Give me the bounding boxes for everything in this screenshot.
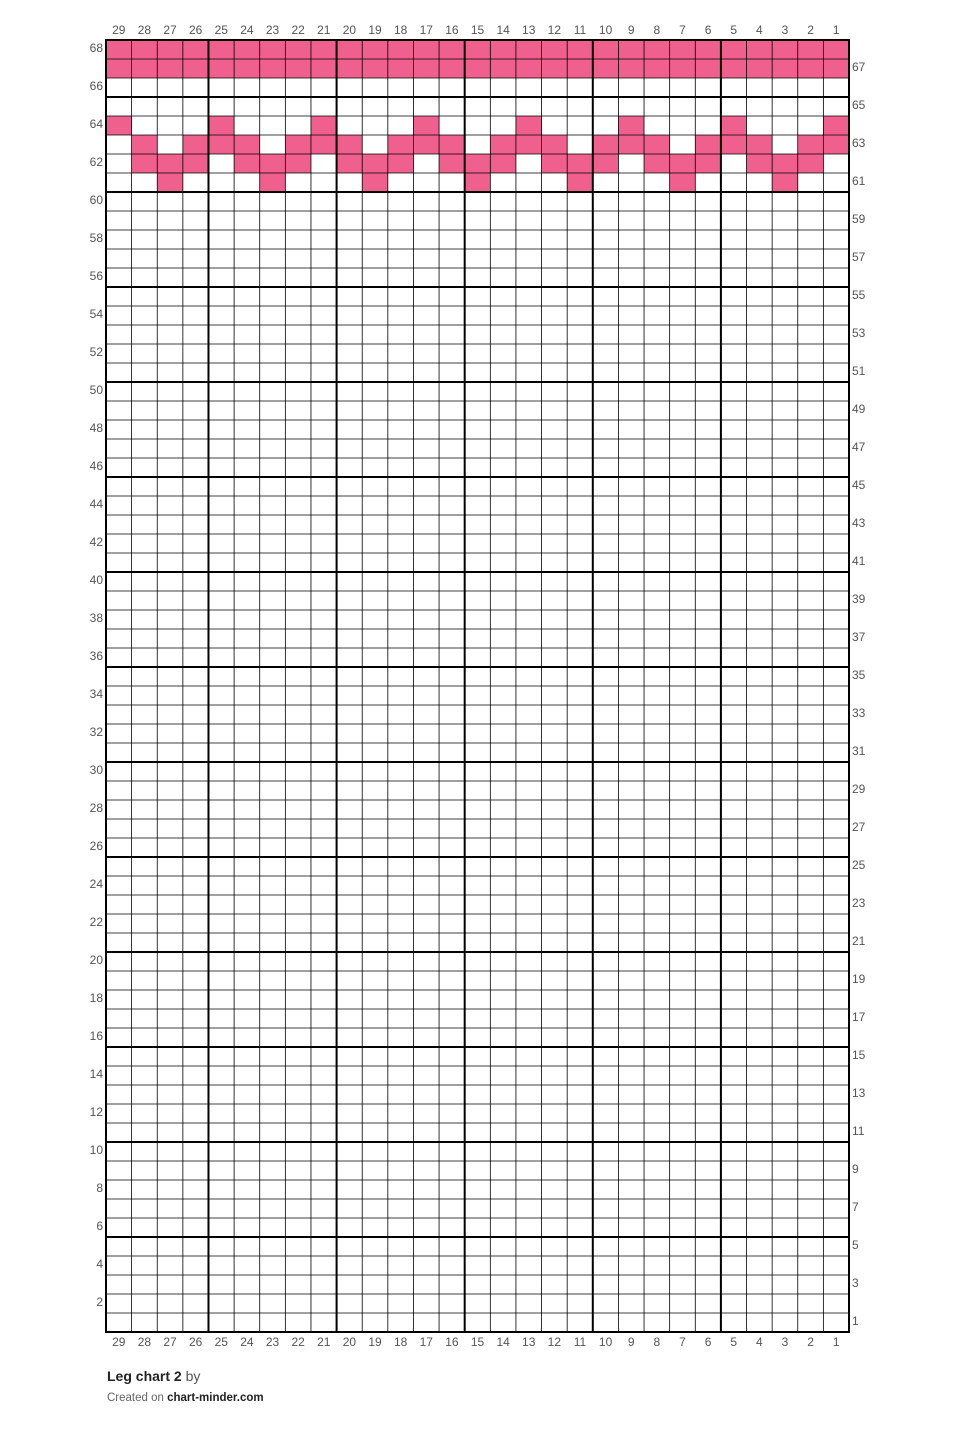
row-label-right: 17 bbox=[852, 1010, 866, 1024]
column-label-top: 17 bbox=[419, 23, 433, 37]
stitch-cell-row-61-col-27 bbox=[157, 173, 183, 192]
stitch-cell-row-63-col-6 bbox=[695, 135, 721, 154]
column-label-bottom: 25 bbox=[214, 1335, 228, 1349]
stitch-cell-row-62-col-15 bbox=[465, 154, 491, 173]
stitch-cell-row-68-col-29 bbox=[106, 40, 132, 59]
column-label-bottom: 14 bbox=[496, 1335, 510, 1349]
stitch-cell-row-63-col-28 bbox=[132, 135, 158, 154]
column-label-top: 21 bbox=[317, 23, 331, 37]
column-label-top: 15 bbox=[470, 23, 485, 37]
stitch-cell-row-63-col-25 bbox=[208, 135, 234, 154]
stitch-cell-row-63-col-17 bbox=[413, 135, 439, 154]
row-label-left: 18 bbox=[89, 991, 103, 1005]
row-label-right: 19 bbox=[852, 972, 866, 986]
stitch-cell-row-62-col-22 bbox=[285, 154, 311, 173]
stitch-cell-row-67-col-3 bbox=[772, 59, 798, 78]
row-label-right: 43 bbox=[852, 516, 866, 530]
stitch-cell-row-67-col-20 bbox=[337, 59, 363, 78]
stitch-cell-row-67-col-21 bbox=[311, 59, 337, 78]
row-label-right: 45 bbox=[852, 478, 866, 492]
stitch-cell-row-62-col-3 bbox=[772, 154, 798, 173]
row-label-right: 5 bbox=[852, 1238, 859, 1252]
row-label-left: 60 bbox=[89, 193, 103, 207]
stitch-cell-row-68-col-11 bbox=[567, 40, 593, 59]
stitch-cell-row-61-col-19 bbox=[362, 173, 388, 192]
column-label-bottom: 26 bbox=[188, 1335, 203, 1349]
site-link[interactable]: chart-minder.com bbox=[167, 1392, 264, 1404]
row-label-right: 49 bbox=[852, 402, 866, 416]
column-label-bottom: 20 bbox=[342, 1335, 357, 1349]
row-label-left: 8 bbox=[96, 1181, 103, 1195]
stitch-cell-row-68-col-4 bbox=[747, 40, 773, 59]
stitch-cell-row-63-col-16 bbox=[439, 135, 465, 154]
row-label-left: 66 bbox=[89, 79, 103, 93]
stitch-cell-row-63-col-26 bbox=[183, 135, 209, 154]
row-label-right: 65 bbox=[852, 98, 866, 112]
row-label-right: 31 bbox=[852, 744, 866, 758]
column-label-top: 27 bbox=[163, 23, 177, 37]
row-label-right: 47 bbox=[852, 440, 866, 454]
stitch-cell-row-63-col-21 bbox=[311, 135, 337, 154]
stitch-cell-row-68-col-26 bbox=[183, 40, 209, 59]
row-label-right: 53 bbox=[852, 326, 866, 340]
row-label-right: 1 bbox=[852, 1314, 859, 1328]
stitch-cell-row-63-col-4 bbox=[747, 135, 773, 154]
created-on-label: Created on bbox=[107, 1392, 164, 1404]
row-label-left: 52 bbox=[89, 345, 103, 359]
row-label-left: 34 bbox=[89, 687, 103, 701]
row-label-left: 42 bbox=[89, 535, 103, 549]
row-label-left: 26 bbox=[89, 839, 103, 853]
row-label-left: 32 bbox=[89, 725, 103, 739]
column-label-bottom: 23 bbox=[265, 1335, 280, 1349]
row-label-left: 16 bbox=[89, 1029, 103, 1043]
row-label-right: 3 bbox=[852, 1276, 859, 1290]
stitch-cell-row-62-col-28 bbox=[132, 154, 158, 173]
stitch-cell-row-64-col-21 bbox=[311, 116, 337, 135]
column-label-top: 22 bbox=[291, 23, 305, 37]
stitch-cell-row-68-col-2 bbox=[798, 40, 824, 59]
column-label-top: 13 bbox=[522, 23, 536, 37]
column-label-bottom: 28 bbox=[137, 1335, 152, 1349]
row-label-right: 41 bbox=[852, 554, 866, 568]
column-label-bottom: 24 bbox=[240, 1335, 254, 1349]
column-label-bottom: 17 bbox=[419, 1335, 433, 1349]
stitch-cell-row-64-col-5 bbox=[721, 116, 747, 135]
row-label-right: 39 bbox=[852, 592, 866, 606]
row-label-left: 12 bbox=[89, 1105, 103, 1119]
row-label-left: 22 bbox=[89, 915, 103, 929]
stitch-cell-row-61-col-3 bbox=[772, 173, 798, 192]
column-label-bottom: 27 bbox=[163, 1335, 177, 1349]
column-label-top: 24 bbox=[240, 23, 254, 37]
stitch-cell-row-68-col-19 bbox=[362, 40, 388, 59]
stitch-cell-row-67-col-28 bbox=[132, 59, 158, 78]
column-label-top: 3 bbox=[781, 23, 789, 37]
column-label-top: 28 bbox=[137, 23, 152, 37]
row-label-right: 9 bbox=[852, 1162, 859, 1176]
column-label-bottom: 16 bbox=[445, 1335, 459, 1349]
chart-title: Leg chart 2 bbox=[107, 1368, 182, 1384]
row-label-right: 67 bbox=[852, 60, 866, 74]
column-label-bottom: 18 bbox=[393, 1335, 408, 1349]
row-label-left: 6 bbox=[96, 1219, 103, 1233]
row-label-left: 20 bbox=[89, 953, 103, 967]
row-label-left: 24 bbox=[89, 877, 103, 891]
column-label-top: 9 bbox=[627, 23, 635, 37]
stitch-cell-row-68-col-7 bbox=[670, 40, 696, 59]
row-label-right: 55 bbox=[852, 288, 866, 302]
stitch-cell-row-67-col-12 bbox=[542, 59, 568, 78]
chart-title-line bbox=[107, 1368, 264, 1384]
row-label-right: 51 bbox=[852, 364, 866, 378]
stitch-cell-row-62-col-27 bbox=[157, 154, 183, 173]
row-label-left: 68 bbox=[89, 41, 103, 55]
column-label-top: 16 bbox=[445, 23, 459, 37]
row-label-left: 28 bbox=[89, 801, 103, 815]
stitch-cell-row-67-col-16 bbox=[439, 59, 465, 78]
row-label-right: 37 bbox=[852, 630, 866, 644]
stitch-cell-row-67-col-2 bbox=[798, 59, 824, 78]
stitch-cell-row-68-col-13 bbox=[516, 40, 542, 59]
column-label-bottom: 5 bbox=[730, 1335, 738, 1349]
by-label: by bbox=[185, 1368, 201, 1384]
column-label-top: 2 bbox=[807, 23, 814, 37]
chart-footer bbox=[107, 1368, 264, 1404]
row-label-right: 11 bbox=[852, 1124, 865, 1138]
stitch-cell-row-68-col-6 bbox=[695, 40, 721, 59]
stitch-cell-row-62-col-7 bbox=[670, 154, 696, 173]
stitch-cell-row-67-col-6 bbox=[695, 59, 721, 78]
column-label-bottom: 9 bbox=[627, 1335, 635, 1349]
stitch-cell-row-63-col-22 bbox=[285, 135, 311, 154]
row-label-left: 54 bbox=[89, 307, 103, 321]
stitch-cell-row-63-col-13 bbox=[516, 135, 542, 154]
stitch-cell-row-68-col-17 bbox=[413, 40, 439, 59]
stitch-cell-row-67-col-25 bbox=[208, 59, 234, 78]
column-label-bottom: 29 bbox=[112, 1335, 126, 1349]
stitch-cell-row-63-col-5 bbox=[721, 135, 747, 154]
column-label-top: 26 bbox=[188, 23, 203, 37]
stitch-cell-row-68-col-1 bbox=[823, 40, 849, 59]
stitch-cell-row-61-col-23 bbox=[260, 173, 286, 192]
column-label-top: 5 bbox=[730, 23, 738, 37]
column-label-bottom: 13 bbox=[522, 1335, 536, 1349]
column-label-bottom: 11 bbox=[573, 1335, 587, 1349]
stitch-cell-row-67-col-4 bbox=[747, 59, 773, 78]
stitch-cell-row-62-col-8 bbox=[644, 154, 670, 173]
row-label-left: 56 bbox=[89, 269, 103, 283]
stitch-cell-row-63-col-1 bbox=[823, 135, 849, 154]
column-label-bottom: 19 bbox=[368, 1335, 382, 1349]
row-label-left: 4 bbox=[96, 1257, 103, 1271]
stitch-cell-row-68-col-23 bbox=[260, 40, 286, 59]
column-label-top: 8 bbox=[653, 23, 661, 37]
row-label-left: 48 bbox=[89, 421, 103, 435]
row-label-left: 50 bbox=[89, 383, 103, 397]
row-label-right: 13 bbox=[852, 1086, 866, 1100]
stitch-cell-row-68-col-3 bbox=[772, 40, 798, 59]
stitch-cell-row-68-col-10 bbox=[593, 40, 619, 59]
stitch-cell-row-67-col-22 bbox=[285, 59, 311, 78]
stitch-cell-row-63-col-10 bbox=[593, 135, 619, 154]
stitch-cell-row-61-col-7 bbox=[670, 173, 696, 192]
stitch-cell-row-62-col-6 bbox=[695, 154, 721, 173]
stitch-cell-row-61-col-11 bbox=[567, 173, 593, 192]
stitch-cell-row-62-col-12 bbox=[542, 154, 568, 173]
stitch-cell-row-68-col-14 bbox=[490, 40, 516, 59]
column-label-bottom: 22 bbox=[291, 1335, 305, 1349]
stitch-cell-row-68-col-27 bbox=[157, 40, 183, 59]
column-label-top: 12 bbox=[547, 23, 562, 37]
stitch-cell-row-62-col-20 bbox=[337, 154, 363, 173]
column-label-bottom: 21 bbox=[317, 1335, 331, 1349]
stitch-cell-row-63-col-12 bbox=[542, 135, 568, 154]
stitch-cell-row-62-col-18 bbox=[388, 154, 414, 173]
stitch-cell-row-63-col-14 bbox=[490, 135, 516, 154]
row-label-left: 30 bbox=[89, 763, 103, 777]
stitch-cell-row-62-col-24 bbox=[234, 154, 260, 173]
column-label-bottom: 6 bbox=[704, 1335, 712, 1349]
stitch-cell-row-68-col-20 bbox=[337, 40, 363, 59]
stitch-cell-row-67-col-15 bbox=[465, 59, 491, 78]
row-label-left: 14 bbox=[89, 1067, 103, 1081]
row-label-right: 35 bbox=[852, 668, 866, 682]
stitch-cell-row-67-col-7 bbox=[670, 59, 696, 78]
column-label-top: 19 bbox=[368, 23, 382, 37]
credit-line bbox=[107, 1392, 264, 1404]
stitch-cell-row-62-col-11 bbox=[567, 154, 593, 173]
row-label-left: 36 bbox=[89, 649, 103, 663]
stitch-cell-row-67-col-9 bbox=[618, 59, 644, 78]
column-label-top: 11 bbox=[573, 23, 587, 37]
stitch-cell-row-63-col-18 bbox=[388, 135, 414, 154]
stitch-cell-row-68-col-5 bbox=[721, 40, 747, 59]
stitch-cell-row-62-col-19 bbox=[362, 154, 388, 173]
row-label-right: 33 bbox=[852, 706, 866, 720]
stitch-cell-row-63-col-2 bbox=[798, 135, 824, 154]
stitch-cell-row-62-col-4 bbox=[747, 154, 773, 173]
column-label-top: 18 bbox=[393, 23, 408, 37]
column-label-bottom: 1 bbox=[832, 1335, 840, 1349]
stitch-cell-row-67-col-29 bbox=[106, 59, 132, 78]
row-label-right: 29 bbox=[852, 782, 866, 796]
stitch-cell-row-68-col-21 bbox=[311, 40, 337, 59]
row-label-left: 2 bbox=[96, 1295, 103, 1309]
stitch-cell-row-67-col-27 bbox=[157, 59, 183, 78]
row-label-right: 23 bbox=[852, 896, 866, 910]
column-label-bottom: 8 bbox=[653, 1335, 661, 1349]
stitch-cell-row-68-col-12 bbox=[542, 40, 568, 59]
row-label-left: 64 bbox=[89, 117, 103, 131]
stitch-cell-row-68-col-24 bbox=[234, 40, 260, 59]
row-label-left: 62 bbox=[89, 155, 103, 169]
stitch-cell-row-62-col-16 bbox=[439, 154, 465, 173]
column-label-top: 4 bbox=[755, 23, 763, 37]
stitch-cell-row-67-col-10 bbox=[593, 59, 619, 78]
row-label-left: 38 bbox=[89, 611, 103, 625]
stitch-cell-row-62-col-14 bbox=[490, 154, 516, 173]
column-label-top: 1 bbox=[832, 23, 840, 37]
row-label-right: 63 bbox=[852, 136, 866, 150]
row-label-left: 10 bbox=[89, 1143, 103, 1157]
row-label-left: 58 bbox=[89, 231, 103, 245]
stitch-cell-row-68-col-18 bbox=[388, 40, 414, 59]
row-label-right: 7 bbox=[852, 1200, 859, 1214]
stitch-cell-row-67-col-26 bbox=[183, 59, 209, 78]
stitch-cell-row-68-col-25 bbox=[208, 40, 234, 59]
stitch-cell-row-67-col-13 bbox=[516, 59, 542, 78]
stitch-cell-row-64-col-13 bbox=[516, 116, 542, 135]
row-label-left: 44 bbox=[89, 497, 103, 511]
stitch-cell-row-67-col-8 bbox=[644, 59, 670, 78]
stitch-cell-row-67-col-17 bbox=[413, 59, 439, 78]
stitch-cell-row-61-col-15 bbox=[465, 173, 491, 192]
row-label-right: 57 bbox=[852, 250, 866, 264]
row-label-left: 46 bbox=[89, 459, 103, 473]
stitch-cell-row-68-col-15 bbox=[465, 40, 491, 59]
column-label-bottom: 7 bbox=[679, 1335, 686, 1349]
column-label-top: 20 bbox=[342, 23, 357, 37]
stitch-cell-row-64-col-25 bbox=[208, 116, 234, 135]
column-label-top: 29 bbox=[112, 23, 126, 37]
stitch-cell-row-67-col-24 bbox=[234, 59, 260, 78]
stitch-cell-row-67-col-11 bbox=[567, 59, 593, 78]
stitch-cell-row-64-col-29 bbox=[106, 116, 132, 135]
column-label-bottom: 4 bbox=[755, 1335, 763, 1349]
column-label-top: 23 bbox=[265, 23, 280, 37]
column-label-top: 7 bbox=[679, 23, 686, 37]
stitch-cell-row-63-col-8 bbox=[644, 135, 670, 154]
row-label-right: 21 bbox=[852, 934, 866, 948]
stitch-cell-row-68-col-8 bbox=[644, 40, 670, 59]
stitch-cell-row-67-col-18 bbox=[388, 59, 414, 78]
column-label-top: 14 bbox=[496, 23, 510, 37]
stitch-cell-row-63-col-24 bbox=[234, 135, 260, 154]
column-label-bottom: 12 bbox=[547, 1335, 562, 1349]
column-label-top: 10 bbox=[598, 23, 613, 37]
stitch-cell-row-68-col-28 bbox=[132, 40, 158, 59]
stitch-cell-row-63-col-20 bbox=[337, 135, 363, 154]
column-label-bottom: 15 bbox=[470, 1335, 485, 1349]
stitch-cell-row-67-col-19 bbox=[362, 59, 388, 78]
row-label-right: 59 bbox=[852, 212, 866, 226]
stitch-cell-row-64-col-17 bbox=[413, 116, 439, 135]
stitch-cell-row-63-col-9 bbox=[618, 135, 644, 154]
stitch-cell-row-62-col-10 bbox=[593, 154, 619, 173]
stitch-cell-row-62-col-26 bbox=[183, 154, 209, 173]
column-label-top: 25 bbox=[214, 23, 228, 37]
row-label-right: 25 bbox=[852, 858, 866, 872]
column-label-bottom: 10 bbox=[598, 1335, 613, 1349]
stitch-cell-row-67-col-14 bbox=[490, 59, 516, 78]
row-label-left: 40 bbox=[89, 573, 103, 587]
stitch-cell-row-68-col-22 bbox=[285, 40, 311, 59]
stitch-cell-row-64-col-1 bbox=[823, 116, 849, 135]
column-label-top: 6 bbox=[704, 23, 712, 37]
stitch-cell-row-68-col-16 bbox=[439, 40, 465, 59]
column-label-bottom: 2 bbox=[807, 1335, 814, 1349]
row-label-right: 27 bbox=[852, 820, 866, 834]
stitch-cell-row-62-col-23 bbox=[260, 154, 286, 173]
stitch-cell-row-64-col-9 bbox=[618, 116, 644, 135]
stitch-cell-row-67-col-5 bbox=[721, 59, 747, 78]
stitch-cell-row-67-col-23 bbox=[260, 59, 286, 78]
row-label-right: 61 bbox=[852, 174, 866, 188]
row-label-right: 15 bbox=[852, 1048, 866, 1062]
stitch-cell-row-62-col-2 bbox=[798, 154, 824, 173]
column-label-bottom: 3 bbox=[781, 1335, 789, 1349]
stitch-cell-row-68-col-9 bbox=[618, 40, 644, 59]
stitch-cell-row-67-col-1 bbox=[823, 59, 849, 78]
